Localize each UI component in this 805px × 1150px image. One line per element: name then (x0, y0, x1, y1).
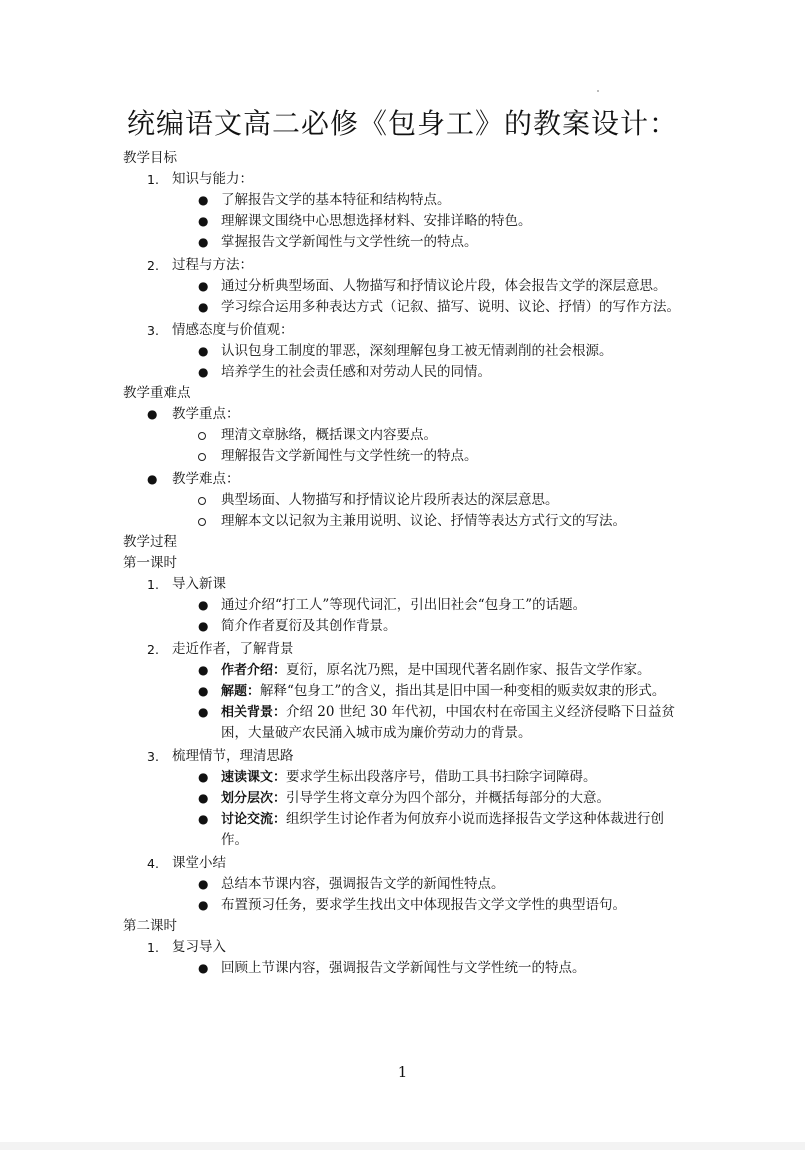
list-item: ● 通过分析典型场面、人物描写和抒情议论片段，体会报告文学的深层意思。 (198, 278, 667, 294)
list-item: ● 解题：解释“包身工”的含义，指出其是旧中国一种变相的贩卖奴隶的形式。 (198, 683, 666, 699)
list-number: 4. (147, 856, 159, 871)
lesson-heading-2: 第二课时 (123, 918, 177, 934)
list-item (123, 169, 683, 190)
list-number: 1. (147, 172, 159, 187)
bullet-text: 典型场面、人物描写和抒情议论片段所表达的深层意思。 (221, 492, 559, 508)
list-item (123, 937, 683, 958)
document-body (123, 148, 683, 979)
list-number: 3. (147, 749, 159, 764)
bullet-term: 解题： (221, 684, 261, 699)
bullet-term: 划分层次： (221, 791, 287, 806)
list-item (123, 490, 683, 511)
bullet-text: 简介作者夏衍及其创作背景。 (221, 618, 397, 634)
list-item: ● 认识包身工制度的罪恶，深刻理解包身工被无情剥削的社会根源。 (198, 343, 613, 359)
scan-speck (597, 90, 599, 92)
list-number: 2. (147, 258, 159, 273)
bullet-text: 总结本节课内容，强调报告文学的新闻性特点。 (221, 876, 505, 892)
list-item: ● 作者介绍：夏衍，原名沈乃熙，是中国现代著名剧作家、报告文学作家。 (198, 662, 651, 678)
bullet-text: 理解报告文学新闻性与文学性统一的特点。 (221, 448, 478, 464)
bullet-text: 学习综合运用多种表达方式（记叙、描写、说明、议论、抒情）的写作方法。 (221, 299, 680, 315)
bullet-text: 介绍 20 世纪 30 年代初，中国农村在帝国主义经济侵略下日益贫困，大量破产农民涌入城市成为廉价劳动力的背景。 (221, 704, 676, 741)
bullet-text: 布置预习任务，要求学生找出文中体现报告文学文学性的典型语句。 (221, 897, 626, 913)
section-heading-key-points: 教学重难点 (123, 385, 191, 401)
list-item (123, 853, 683, 874)
list-number: 1. (147, 940, 159, 955)
list-item: ● 讨论交流：组织学生讨论作者为何放弃小说而选择报告文学这种体裁进行创作。 (198, 811, 665, 848)
list-item: ● 相关背景：介绍 20 世纪 30 年代初，中国农村在帝国主义经济侵略下日益贫困，大量破产农民涌入城市成为廉价劳动力的背景。 (198, 704, 676, 741)
list-label: 教学难点： (172, 471, 240, 487)
list-item (123, 446, 683, 467)
list-item (123, 639, 683, 660)
bullet-term: 速读课文： (221, 770, 287, 785)
list-label: 教学重点： (172, 406, 240, 422)
bullet-text: 理解课文围绕中心思想选择材料、安排详略的特色。 (221, 213, 532, 229)
list-item: ● 划分层次：引导学生将文章分为四个部分，并概括每部分的大意。 (198, 790, 611, 806)
bullet-term: 作者介绍： (221, 663, 287, 678)
list-item: ● 教学难点： (147, 471, 240, 487)
list-item (123, 255, 683, 276)
bullet-text: 要求学生标出段落序号，借助工具书扫除字词障碍。 (286, 769, 597, 785)
list-number: 2. (147, 642, 159, 657)
list-item: ● 理解课文围绕中心思想选择材料、安排详略的特色。 (198, 213, 532, 229)
bullet-text: 了解报告文学的基本特征和结构特点。 (221, 192, 451, 208)
bullet-text: 夏衍，原名沈乃熙，是中国现代著名剧作家、报告文学作家。 (286, 662, 651, 678)
list-item (123, 320, 683, 341)
list-label: 复习导入 (172, 939, 226, 955)
bullet-term: 相关背景： (221, 705, 287, 720)
list-item (123, 511, 683, 532)
bullet-text: 解释“包身工”的含义，指出其是旧中国一种变相的贩卖奴隶的形式。 (260, 683, 666, 699)
bullet-text: 通过介绍“打工人”等现代词汇，引出旧社会“包身工”的话题。 (221, 597, 587, 613)
bullet-text: 回顾上节课内容，强调报告文学新闻性与文学性统一的特点。 (221, 960, 586, 976)
page-number: 1 (397, 1063, 408, 1081)
list-item: ● 速读课文：要求学生标出段落序号，借助工具书扫除字词障碍。 (198, 769, 597, 785)
list-item: ● 培养学生的社会责任感和对劳动人民的同情。 (198, 364, 491, 380)
lesson-heading-1: 第一课时 (123, 555, 177, 571)
list-item (123, 425, 683, 446)
list-label: 课堂小结 (172, 855, 226, 871)
bullet-text: 掌握报告文学新闻性与文学性统一的特点。 (221, 234, 478, 250)
bullet-text: 培养学生的社会责任感和对劳动人民的同情。 (221, 364, 491, 380)
section-heading-objectives: 教学目标 (123, 150, 177, 166)
document-title: 统编语文高二必修《包身工》的教案设计： (126, 107, 678, 140)
list-item (123, 574, 683, 595)
bullet-text: 理解本文以记叙为主兼用说明、议论、抒情等表达方式行文的写法。 (221, 513, 626, 529)
list-item (123, 746, 683, 767)
list-item: ● 布置预习任务，要求学生找出文中体现报告文学文学性的典型语句。 (198, 897, 626, 913)
list-number: 3. (147, 323, 159, 338)
section-heading-process: 教学过程 (123, 534, 177, 550)
list-label: 导入新课 (172, 576, 226, 592)
list-label: 过程与方法： (172, 257, 253, 273)
list-label: 知识与能力： (172, 171, 253, 187)
list-item: ● 学习综合运用多种表达方式（记叙、描写、说明、议论、抒情）的写作方法。 (198, 299, 680, 315)
list-label: 情感态度与价值观： (172, 322, 294, 338)
list-item: ● 简介作者夏衍及其创作背景。 (198, 618, 397, 634)
bullet-term: 讨论交流： (221, 812, 287, 827)
bullet-text: 理清文章脉络，概括课文内容要点。 (221, 427, 437, 443)
list-item: ● 掌握报告文学新闻性与文学性统一的特点。 (198, 234, 478, 250)
list-item: ● 了解报告文学的基本特征和结构特点。 (198, 192, 451, 208)
bullet-text: 认识包身工制度的罪恶，深刻理解包身工被无情剥削的社会根源。 (221, 343, 613, 359)
bullet-text: 组织学生讨论作者为何放弃小说而选择报告文学这种体裁进行创作。 (221, 811, 665, 848)
list-label: 走近作者，了解背景 (172, 641, 294, 657)
bullet-text: 通过分析典型场面、人物描写和抒情议论片段，体会报告文学的深层意思。 (221, 278, 667, 294)
bullet-text: 引导学生将文章分为四个部分，并概括每部分的大意。 (286, 790, 611, 806)
list-label: 梳理情节，理清思路 (172, 748, 294, 764)
list-item: ● 回顾上节课内容，强调报告文学新闻性与文学性统一的特点。 (198, 960, 586, 976)
list-item: ● 通过介绍“打工人”等现代词汇，引出旧社会“包身工”的话题。 (198, 597, 587, 613)
list-item: ● 总结本节课内容，强调报告文学的新闻性特点。 (198, 876, 505, 892)
list-number: 1. (147, 577, 159, 592)
list-item: ● 教学重点： (147, 406, 240, 422)
